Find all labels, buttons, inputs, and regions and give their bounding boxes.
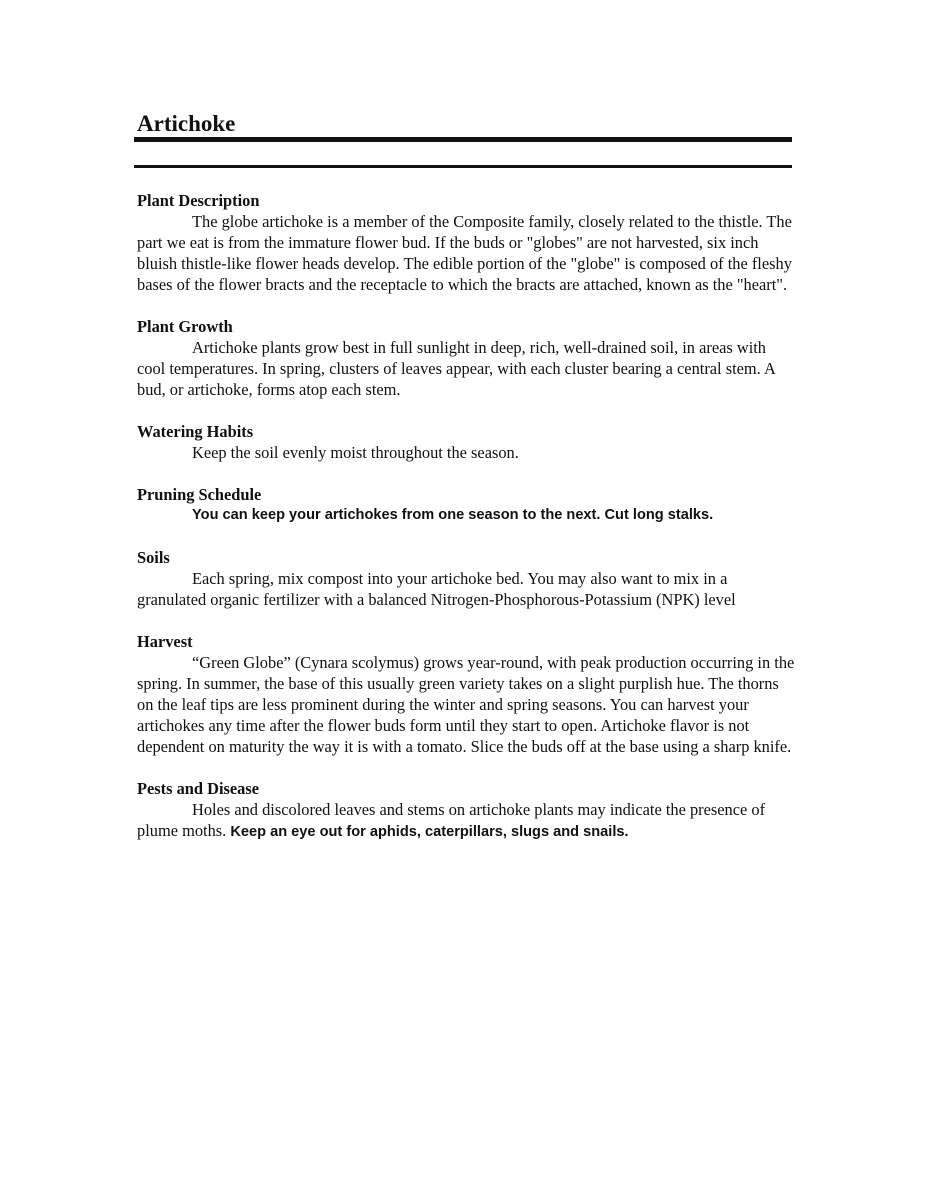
section-plant-growth bbox=[137, 316, 797, 400]
section-body: The globe artichoke is a member of the Composite family, closely related to the thistle. The part we eat is from the immature flower bud. If the buds or "globes" are not harvested, six inch bluish thistle-like flower heads develop. The edible portion of the "globe" is composed of the fleshy bases of the flower bracts and the receptacle to which the bracts are attached, known as the "heart". bbox=[137, 212, 792, 294]
section-heading: Harvest bbox=[137, 632, 193, 651]
section-pruning-schedule bbox=[137, 484, 797, 526]
page-title: Artichoke bbox=[137, 111, 236, 136]
section-heading: Watering Habits bbox=[137, 422, 254, 441]
section-body bbox=[137, 799, 797, 843]
section-harvest bbox=[137, 631, 797, 757]
section-heading: Plant Growth bbox=[137, 317, 233, 336]
section-plant-description bbox=[137, 190, 797, 295]
section-heading: Plant Description bbox=[137, 191, 260, 210]
title-rule-thick bbox=[134, 137, 792, 142]
section-heading: Pruning Schedule bbox=[137, 485, 262, 504]
section-body: You can keep your artichokes from one season to the next. Cut long stalks. bbox=[192, 507, 714, 523]
title-rule-thin bbox=[134, 165, 792, 168]
section-body: Artichoke plants grow best in full sunlight in deep, rich, well-drained soil, in areas with cool temperatures. In spring, clusters of leaves appear, with each cluster bearing a central stem. A bud, or artichoke, forms atop each stem. bbox=[137, 338, 775, 399]
section-soils bbox=[137, 547, 797, 610]
section-heading: Pests and Disease bbox=[137, 779, 260, 798]
section-body-bold-text: Keep an eye out for aphids, caterpillars, slugs and snails. bbox=[230, 824, 629, 840]
document-body bbox=[137, 190, 797, 864]
section-body: “Green Globe” (Cynara scolymus) grows year-round, with peak production occurring in the spring. In summer, the base of this usually green variety takes on a slight purplish hue. The thorns on the leaf tips are less prominent during the winter and spring seasons. You can harvest your artichokes any time after the flower buds form until they start to open. Artichoke flavor is not dependent on maturity the way it is with a tomato. Slice the buds off at the base using a sharp knife. bbox=[137, 653, 795, 756]
section-pests-and-disease bbox=[137, 778, 797, 843]
section-heading: Soils bbox=[137, 548, 170, 567]
section-body: Keep the soil evenly moist throughout the season. bbox=[192, 443, 519, 462]
section-watering-habits bbox=[137, 421, 797, 463]
section-body-text: Holes and discolored leaves and stems on artichoke plants may indicate the presence of plume moths. bbox=[137, 800, 766, 840]
section-body: Each spring, mix compost into your artichoke bed. You may also want to mix in a granulated organic fertilizer with a balanced Nitrogen-Phosphorous-Potassium (NPK) level bbox=[137, 569, 736, 609]
